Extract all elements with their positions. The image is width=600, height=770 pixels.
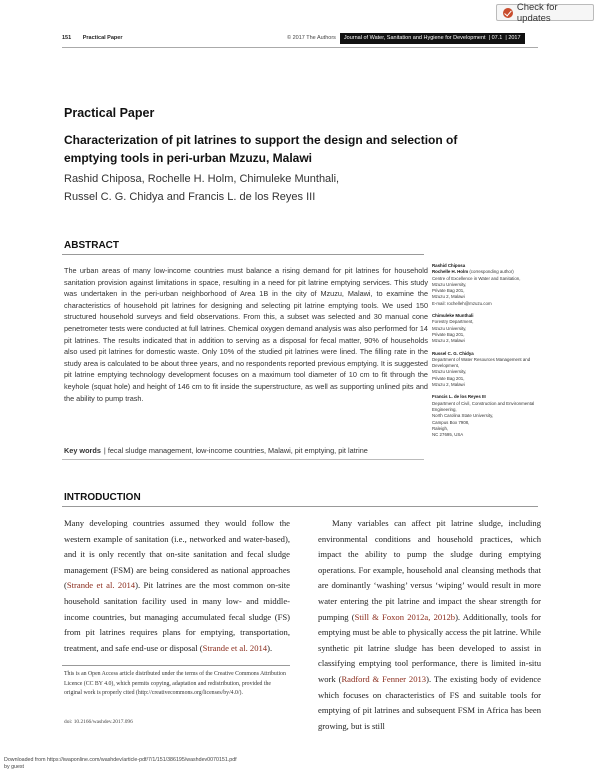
affiliation-line: Centre of Excellence in Water and Sanitation, [432, 275, 521, 281]
introduction-rule [62, 506, 538, 507]
citation-link[interactable]: Strande et al. 2014 [202, 642, 268, 653]
header-copyright: © 2017 The Authors [287, 35, 336, 41]
affiliation-line: Mzuzu 2, Malawi [432, 294, 465, 300]
abstract-text: The urban areas of many low-income countries must balance a rising demand for pit latrines for household sanitation provision against limitations in space, resulting in a need for pit latrine emptying services. This study was undertaken in the peri-urban neighborhood of Area 1B in the city of Mzuzu, Malawi, to examine the characteristics of household pit latrines for designing and selecting pit latrine emptying tools. We used 150 structured household surveys and field observations. From this, a subset was selected and 30 manual cone penetrometer tests were conducted at full latrines. Chemical oxygen demand analysis was also performed for 14 pit latrines. The results indicated that in addition to serving as a disposal for fecal matter, 90% of households also used pit latrines for domestic waste. Only 10% of the studied pit latrines were lined. The filling rate in the study area is calculated to be about three years, and no respondents reported previous emptying. It is suggested pit latrine emptying technology development focuses on a maximum tool diameter of 10 cm to fit through the keyhole (squat hole) and height of 146 cm to fit inside the superstructure, as well as supporting unlined pits and the ability to pump trash. [64, 266, 428, 403]
journal-year: 2017 [508, 34, 521, 41]
affiliation-line: Raleigh, [432, 425, 449, 431]
article-title: Characterization of pit latrines to support the design and selection of emptying tools in peri-urban Mzuzu, Malawi [64, 133, 458, 165]
affiliation-author-name: Chimuleke Munthali [432, 313, 474, 319]
affiliation-line: Private Bag 201, [432, 331, 465, 337]
affiliation-line: Mzuzu 2, Malawi [432, 338, 465, 344]
intro-text: Many developing countries assumed they would follow the western example of sanitation (i.e., networked and water-based), and it is only recently that on-site sanitation and fecal sludge management (FSM) are being considered as national approaches ( [64, 518, 290, 591]
affiliation-block [432, 313, 542, 344]
authors-line-2: Russel C. G. Chidya and Francis L. de los Reyes III [64, 191, 316, 203]
affiliation-line: Mzuzu University, [432, 369, 467, 375]
affiliation-line: E-mail: rochelleh@mzuzu.com [432, 300, 492, 306]
affiliation-author-name: Rashid Chiposa [432, 263, 466, 268]
intro-text: ). Pit latrines are the most common on-site household sanitation facility used in many low- and middle-income countries, but managing accumulated fecal sludge (FS) from pit latrines requires plans for emptying, transportation, treatment, and safe end-use or disposal ( [64, 580, 291, 653]
download-stamp [4, 757, 404, 770]
affiliation-line: NC 27695, USA [432, 432, 464, 438]
affiliation-author-name: Russel C. G. Chidya [432, 350, 474, 356]
doi[interactable]: doi: 10.2166/washdev.2017.096 [64, 719, 133, 725]
introduction-column-2 [318, 516, 541, 734]
journal-name: Journal of Water, Sanitation and Hygiene for Development [343, 34, 486, 41]
intro-text: ). Additionally, tools for emptying must be able to physically access the pit latrine. While synthetic pit latrine sludge has been developed to assist in classifying emptying tool performance, there is limited in-situ work ( [318, 611, 541, 684]
affiliation-line: Private Bag 201, [432, 288, 465, 294]
affiliation-note: (corresponding author) [469, 269, 514, 275]
affiliation-block [432, 351, 542, 389]
intro-text: ). [267, 642, 273, 653]
affiliation-line: Campus Box 7908, [432, 419, 470, 425]
affiliation-line: Mzuzu University, [432, 281, 467, 287]
keywords-list: fecal sludge management, low-income countries, Malawi, pit emptying, pit latrine [107, 446, 368, 455]
affiliation-block [432, 269, 542, 307]
affiliation-line: Mzuzu 2, Malawi [432, 382, 465, 388]
affiliation-line: Forestry Department, [432, 319, 474, 325]
license-footnote: This is an Open Access article distributed under the terms of the Creative Commons Attribution Licence (CC BY 4.0), which permits copying, adaptation and redistribution, provided the original work is properly cited (http://creativecommons.org/licenses/by/4.0/). [64, 671, 286, 697]
citation-link[interactable]: Still & Foxon 2012a, 2012b [354, 611, 456, 622]
citation-link[interactable]: Strande et al. 2014 [66, 580, 136, 591]
header-rule [62, 47, 538, 48]
header-section: Practical Paper [82, 35, 123, 41]
affiliation-line: Mzuzu University, [432, 325, 467, 331]
running-header-left [62, 35, 132, 41]
affiliation-line: Private Bag 201, [432, 375, 465, 381]
keywords-label: Key words [64, 446, 101, 455]
running-header-right [287, 33, 525, 43]
check-updates-label: Check for updates [516, 1, 558, 24]
introduction-heading: INTRODUCTION [64, 492, 141, 503]
paper-type: Practical Paper [64, 106, 155, 120]
journal-band: Journal of Water, Sanitation and Hygiene for Development | 07.1 | 2017 [340, 33, 525, 44]
affiliation-line: Department of Civil, Construction and Environmental Engineering, [432, 400, 535, 412]
journal-volume: 07.1 [491, 34, 503, 41]
intro-text: Many variables can affect pit latrine sludge, including environmental conditions and household practices, which impact the ability to pump the sludge during emptying operations. For example, household anal cleansing methods that are dominantly ‘washing’ versus ‘wiping’ would result in more water entering the pit latrine and impact the shear strength for pumping ( [318, 518, 541, 622]
check-for-updates-button[interactable] [496, 1, 594, 24]
affiliations-panel [432, 263, 542, 444]
affiliation-author-name: Rochelle H. Holm [432, 269, 469, 275]
affiliation-line: North Carolina State University, [432, 413, 494, 419]
authors [64, 170, 394, 206]
abstract-heading: ABSTRACT [64, 240, 119, 251]
keywords: Key words | fecal sludge management, low-income countries, Malawi, pit emptying, pit latrine [64, 446, 368, 455]
keywords-rule [62, 459, 424, 460]
intro-text: ). The existing body of evidence which focuses on characteristics of FS and suitable tools for emptying of pit latrines and subsequent FSM in Africa has been growing, but is still [318, 673, 541, 731]
introduction-column-1 [64, 516, 290, 656]
authors-line-1: Rashid Chiposa, Rochelle H. Holm, Chimuleke Munthali, [64, 173, 340, 185]
page-number: 151 [62, 35, 72, 41]
affiliation-author-name: Francis L. de los Reyes III [432, 394, 486, 400]
affiliation-line: Department of Water Resources Management and Development, [432, 356, 531, 369]
footnote-rule [62, 665, 290, 666]
download-line-2: by guest [4, 763, 25, 770]
affiliation-block [432, 394, 542, 438]
citation-link[interactable]: Radford & Fenner 2013 [341, 673, 427, 684]
check-updates-icon [503, 8, 513, 18]
abstract-rule [62, 254, 424, 255]
download-line-1: Downloaded from https://iwaponline.com/washdev/article-pdf/7/1/151/386195/washdev0070151.pdf [4, 757, 237, 763]
